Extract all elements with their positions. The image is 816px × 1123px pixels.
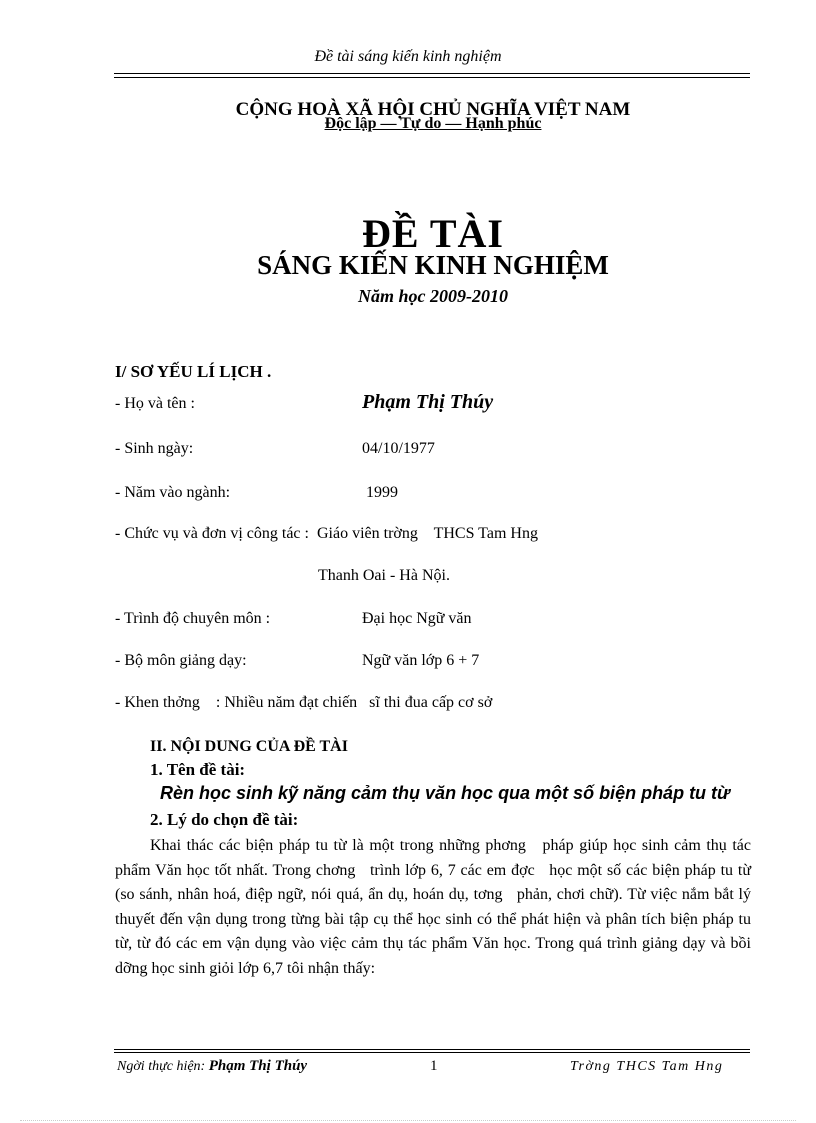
reason-paragraph: Khai thác các biện pháp tu từ là một trong những phơng pháp giúp học sinh cảm thụ tác phẩm Văn học tốt nhất. Trong chơng trình lớp 6, 7 các em đợc học một số các biện pháp tu từ (so sánh, nhân hoá, điệp ngữ, nói quá, ẩn dụ, hoán dụ, tơng phản, chơi chữ). Từ việc nắm bắt lý thuyết đến vận dụng trong từng bài tập cụ thể học sinh có thể phát hiện và phân tích biện pháp tu từ, từ đó các em vận dụng vào việc cảm thụ tác phẩm Văn học. Trong quá trình giảng dạy và bồi dỡng học sinh giỏi lớp 6,7 tôi nhận thấy: — [115, 837, 755, 977]
start-year-value: 1999 — [366, 484, 398, 501]
qualification-value: Đại học Ngữ văn — [362, 610, 472, 627]
national-motto: Độc lập — Tự do — Hạnh phúc — [324, 115, 542, 132]
footer-author — [117, 1058, 307, 1075]
national-title: CỘNG HOÀ XÃ HỘI CHỦ NGHĨA VIỆT NAM — [235, 99, 631, 120]
reason-label: 2. Lý do chọn đề tài: — [150, 810, 299, 829]
section-profile-heading: I/ SƠ YẾU LÍ LỊCH . — [115, 362, 272, 381]
name-label: - Họ và tên : — [115, 395, 195, 412]
header-rule-thin — [114, 77, 750, 78]
document-title: ĐỀ TÀI — [362, 211, 504, 256]
subject-value: Ngữ văn lớp 6 + 7 — [362, 652, 480, 669]
topic-label: 1. Tên đề tài: — [150, 760, 246, 779]
running-header-title: Đề tài sáng kiến kinh nghiệm — [314, 48, 502, 65]
page-bottom-divider — [20, 1120, 796, 1121]
footer-author-name: Phạm Thị Thúy — [208, 1058, 308, 1074]
topic-title: Rèn học sinh kỹ năng cảm thụ văn học qua một số biện pháp tu từ — [160, 783, 730, 803]
qualification-label: - Trình độ chuyên môn : — [115, 610, 271, 627]
award-line: - Khen thởng : Nhiều năm đạt chiến sĩ thi đua cấp cơ sở — [115, 694, 493, 711]
section-content-heading: II. NỘI DUNG CỦA ĐỀ TÀI — [150, 738, 348, 755]
page-number: 1 — [430, 1058, 438, 1074]
footer-rule-thick — [114, 1052, 750, 1053]
header-rule-thick — [114, 73, 750, 74]
name-value: Phạm Thị Thúy — [362, 391, 494, 413]
position-line-2: Thanh Oai - Hà Nội. — [318, 567, 450, 584]
subject-label: - Bộ môn giảng dạy: — [115, 652, 247, 669]
start-year-label: - Năm vào ngành: — [115, 484, 231, 501]
position-line: - Chức vụ và đơn vị công tác : Giáo viên trờng THCS Tam Hng — [115, 525, 538, 542]
dob-value: 04/10/1977 — [362, 440, 435, 457]
dob-label: - Sinh ngày: — [115, 440, 194, 457]
footer-author-label: Ngời thực hiện: — [117, 1059, 206, 1074]
footer-rule-thin — [114, 1049, 750, 1050]
school-year: Năm học 2009-2010 — [358, 286, 508, 306]
document-subtitle: SÁNG KIẾN KINH NGHIỆM — [257, 250, 609, 280]
footer-school: Trờng THCS Tam Hng — [570, 1059, 724, 1074]
